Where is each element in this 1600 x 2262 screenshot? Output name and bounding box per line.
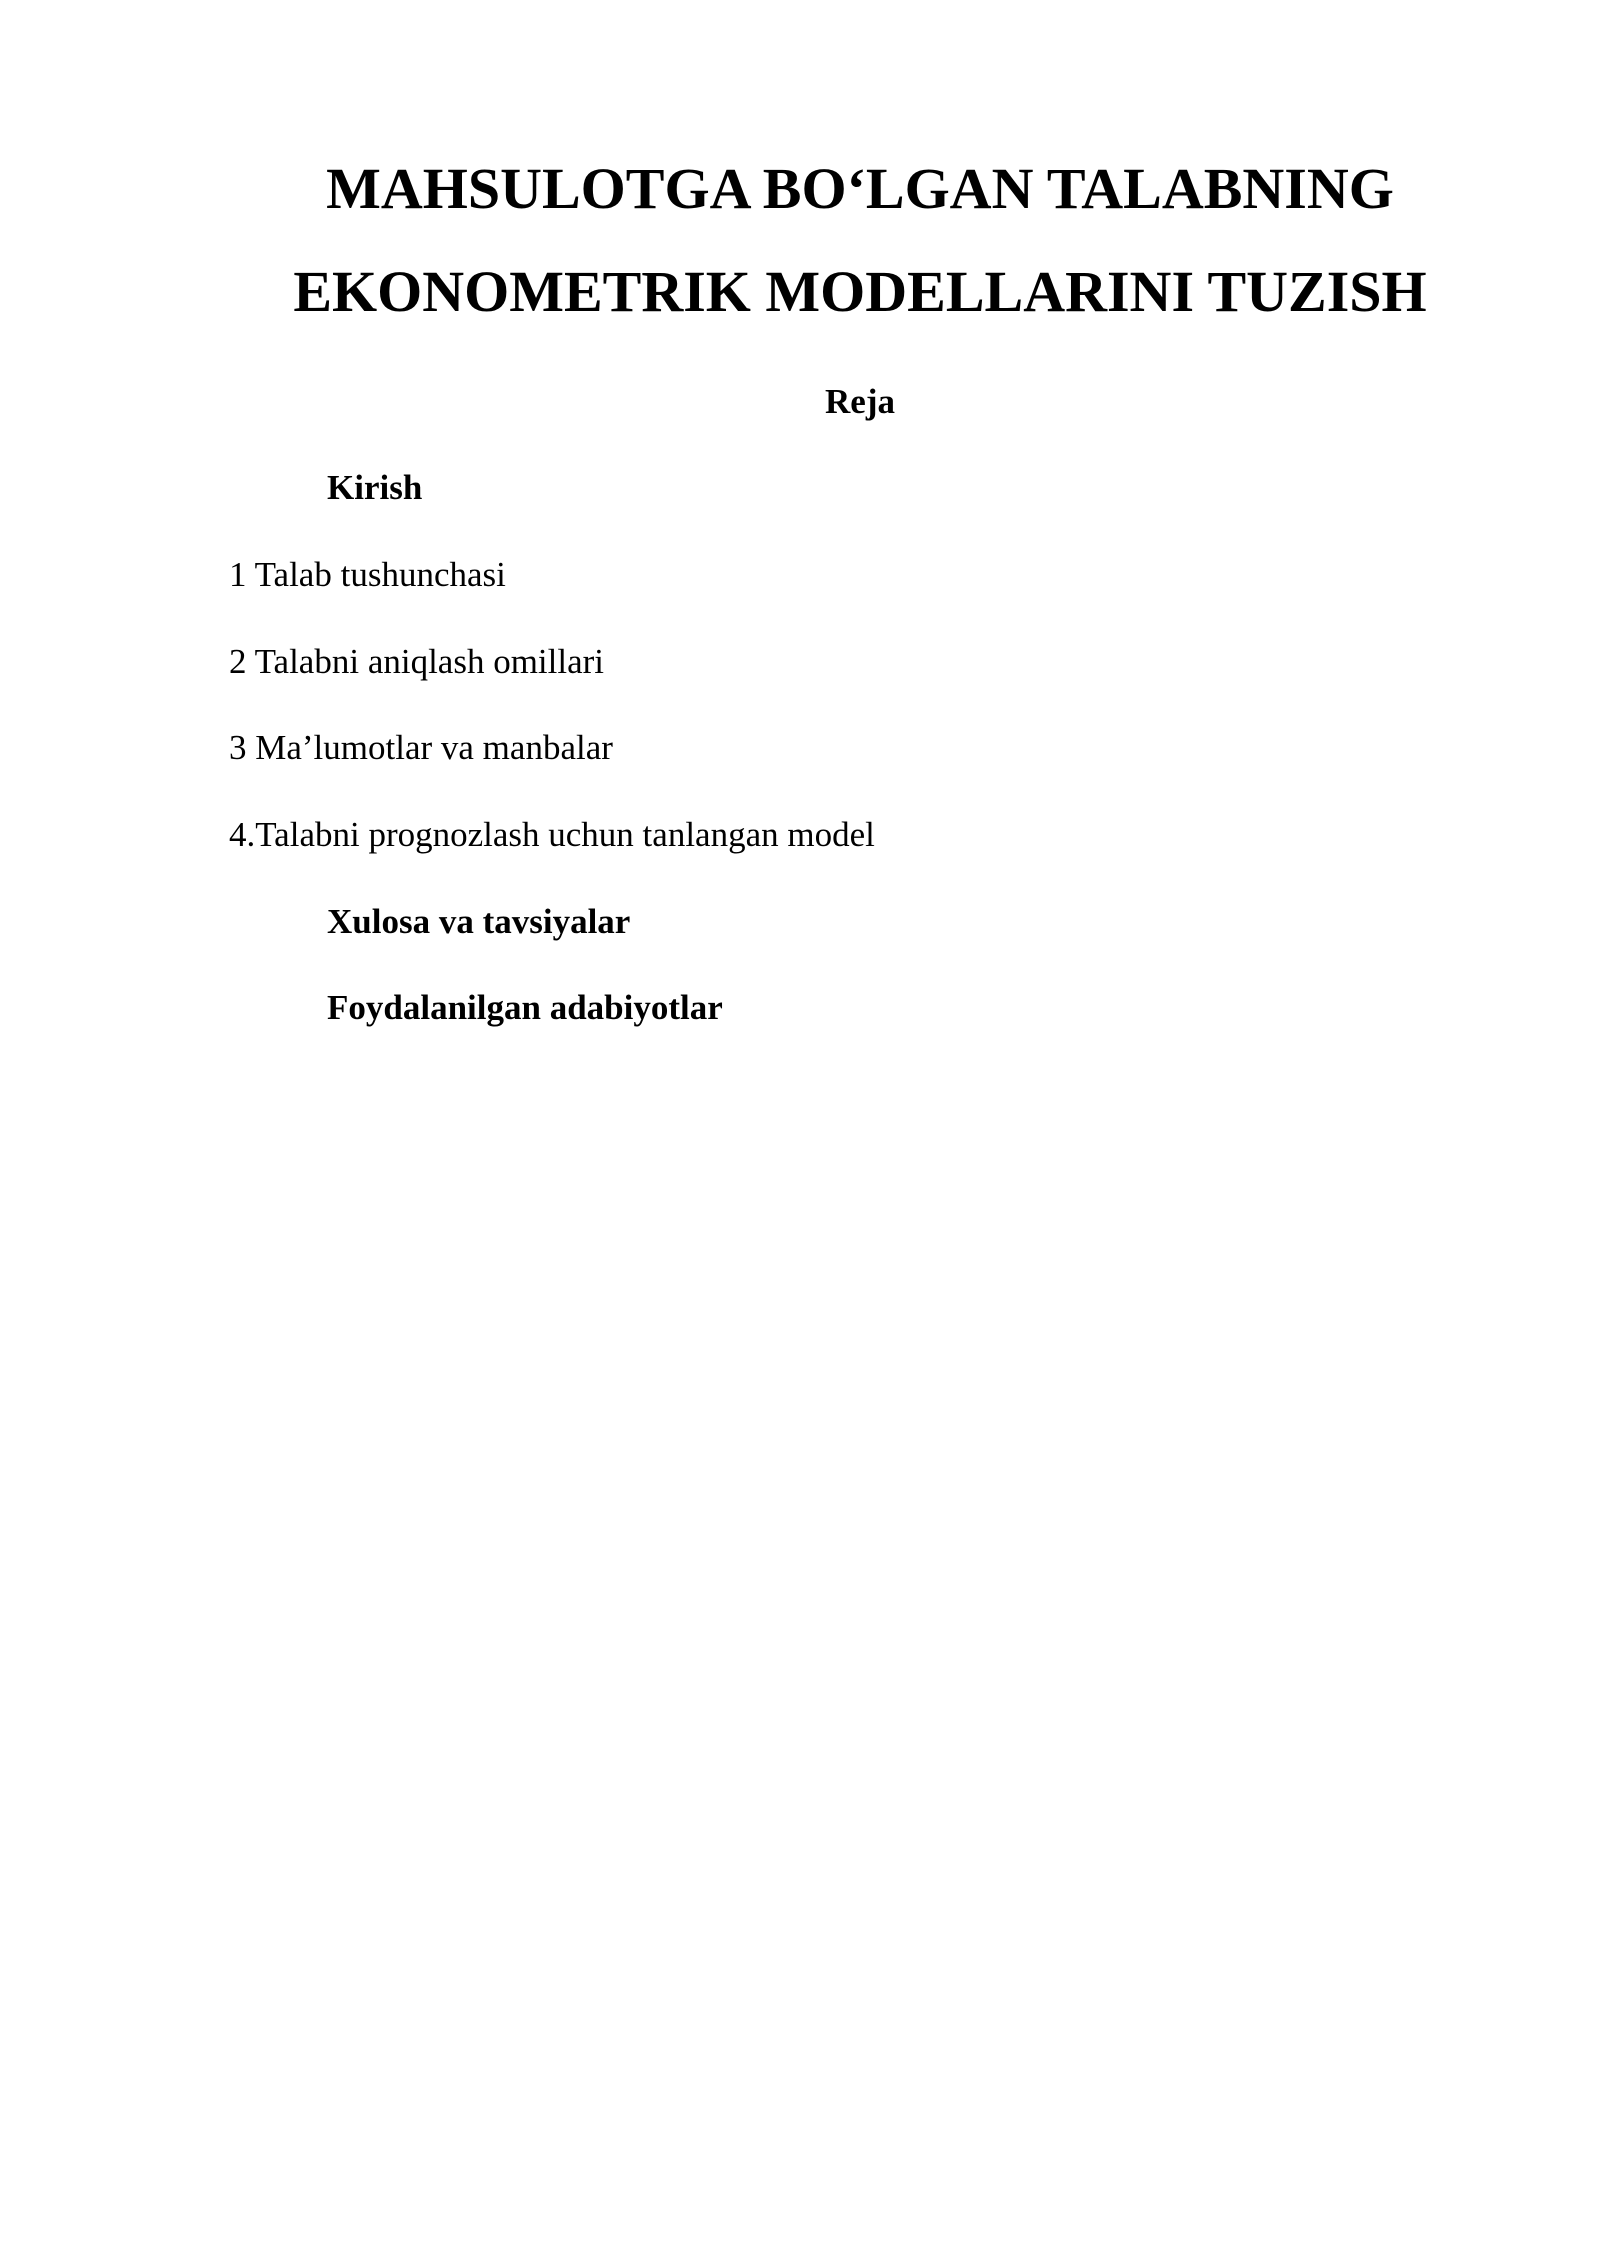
toc-item-1: 1 Talab tushunchasi bbox=[229, 555, 506, 594]
toc-item-2: 2 Talabni aniqlash omillari bbox=[229, 642, 605, 681]
toc-item-3: 3 Ma’lumotlar va manbalar bbox=[229, 728, 613, 767]
document-title-line-1: MAHSULOTGA BO‘LGAN TALABNING bbox=[326, 156, 1394, 221]
toc-intro: Kirish bbox=[327, 468, 423, 507]
plan-heading: Reja bbox=[825, 382, 895, 421]
toc-references: Foydalanilgan adabiyotlar bbox=[327, 988, 723, 1027]
toc-item-4: 4.Talabni prognozlash uchun tanlangan model bbox=[229, 815, 875, 854]
toc-conclusion: Xulosa va tavsiyalar bbox=[327, 902, 631, 941]
document-title-line-2: EKONOMETRIK MODELLARINI TUZISH bbox=[293, 259, 1427, 324]
